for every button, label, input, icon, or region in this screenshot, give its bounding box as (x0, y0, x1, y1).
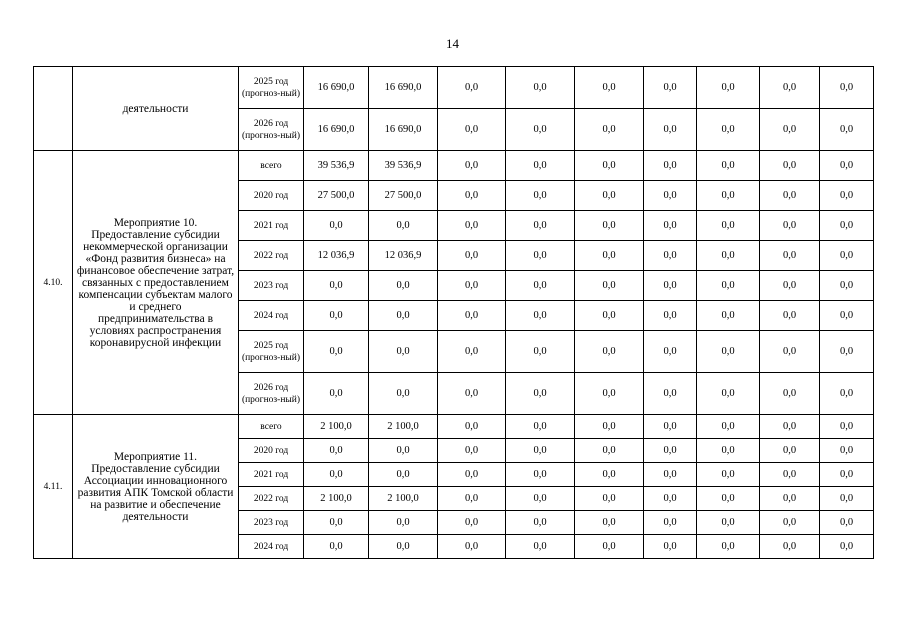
table-body (34, 67, 874, 559)
value-cell: 0,0 (575, 181, 644, 211)
value-cell: 16 690,0 (304, 67, 369, 109)
value-cell: 0,0 (697, 511, 760, 535)
value-cell: 0,0 (644, 535, 697, 559)
value-cell: 0,0 (438, 535, 506, 559)
value-cell: 0,0 (575, 373, 644, 415)
value-cell: 12 036,9 (369, 241, 438, 271)
value-cell: 0,0 (644, 373, 697, 415)
page-number: 14 (446, 36, 459, 51)
value-cell: 0,0 (506, 301, 575, 331)
value-cell: 0,0 (304, 301, 369, 331)
value-cell: 12 036,9 (304, 241, 369, 271)
value-cell: 0,0 (820, 535, 874, 559)
value-cell: 0,0 (760, 373, 820, 415)
value-cell: 0,0 (644, 181, 697, 211)
value-cell: 0,0 (575, 487, 644, 511)
value-cell: 0,0 (820, 301, 874, 331)
value-cell: 0,0 (506, 535, 575, 559)
value-cell: 0,0 (760, 487, 820, 511)
value-cell: 0,0 (438, 271, 506, 301)
value-cell: 0,0 (369, 301, 438, 331)
value-cell: 0,0 (438, 109, 506, 151)
value-cell: 0,0 (644, 439, 697, 463)
value-cell: 0,0 (304, 439, 369, 463)
value-cell: 0,0 (438, 181, 506, 211)
value-cell: 0,0 (697, 535, 760, 559)
value-cell: 0,0 (369, 439, 438, 463)
value-cell: 0,0 (506, 439, 575, 463)
value-cell: 0,0 (304, 463, 369, 487)
value-cell: 0,0 (644, 511, 697, 535)
value-cell: 39 536,9 (369, 151, 438, 181)
year-cell: 2022 год (239, 487, 304, 511)
value-cell: 0,0 (575, 109, 644, 151)
value-cell: 0,0 (575, 331, 644, 373)
item-number: 4.10. (34, 151, 73, 415)
value-cell: 0,0 (575, 535, 644, 559)
value-cell: 0,0 (697, 373, 760, 415)
value-cell: 0,0 (760, 271, 820, 301)
value-cell: 0,0 (697, 301, 760, 331)
value-cell: 0,0 (697, 487, 760, 511)
value-cell: 0,0 (506, 463, 575, 487)
value-cell: 0,0 (506, 511, 575, 535)
year-cell: 2021 год (239, 463, 304, 487)
value-cell: 0,0 (575, 415, 644, 439)
value-cell: 0,0 (438, 511, 506, 535)
item-number: 4.11. (34, 415, 73, 559)
item-name: Мероприятие 10. Предоставление субсидии некоммерческой организации «Фонд развития бизнеса» на финансовое обеспечение затрат, связанных с предоставлением компенсации субъектам малого и среднего предпринимательства в условиях распространения коронавирусной инфекции (73, 151, 239, 415)
value-cell: 16 690,0 (304, 109, 369, 151)
value-cell: 0,0 (438, 415, 506, 439)
value-cell: 0,0 (760, 211, 820, 241)
value-cell: 0,0 (820, 487, 874, 511)
value-cell: 0,0 (369, 271, 438, 301)
value-cell: 2 100,0 (304, 487, 369, 511)
value-cell: 0,0 (575, 241, 644, 271)
value-cell: 0,0 (575, 211, 644, 241)
value-cell: 0,0 (697, 241, 760, 271)
value-cell: 2 100,0 (369, 487, 438, 511)
value-cell: 0,0 (644, 151, 697, 181)
value-cell: 0,0 (697, 463, 760, 487)
value-cell: 0,0 (760, 109, 820, 151)
value-cell: 0,0 (820, 415, 874, 439)
value-cell: 0,0 (369, 331, 438, 373)
value-cell: 0,0 (820, 463, 874, 487)
value-cell: 0,0 (644, 415, 697, 439)
value-cell: 0,0 (438, 439, 506, 463)
item-name: Мероприятие 11. Предоставление субсидии Ассоциации инновационного развития АПК Томской области на развитие и обеспечение деятельности (73, 415, 239, 559)
value-cell: 0,0 (644, 487, 697, 511)
value-cell: 0,0 (438, 151, 506, 181)
year-cell: всего (239, 151, 304, 181)
value-cell: 0,0 (506, 241, 575, 271)
value-cell: 0,0 (820, 181, 874, 211)
value-cell: 0,0 (304, 511, 369, 535)
value-cell: 0,0 (438, 241, 506, 271)
value-cell: 0,0 (304, 271, 369, 301)
value-cell: 0,0 (644, 301, 697, 331)
value-cell: 0,0 (760, 463, 820, 487)
value-cell: 0,0 (438, 301, 506, 331)
value-cell: 0,0 (506, 415, 575, 439)
year-cell: 2023 год (239, 511, 304, 535)
value-cell: 0,0 (506, 271, 575, 301)
value-cell: 0,0 (506, 181, 575, 211)
value-cell: 0,0 (369, 535, 438, 559)
year-cell: 2022 год (239, 241, 304, 271)
value-cell: 0,0 (369, 211, 438, 241)
value-cell: 0,0 (644, 211, 697, 241)
value-cell: 0,0 (820, 271, 874, 301)
value-cell: 0,0 (697, 331, 760, 373)
value-cell: 0,0 (644, 241, 697, 271)
year-cell: 2023 год (239, 271, 304, 301)
year-cell: 2025 год (прогноз-ный) (239, 67, 304, 109)
year-cell: 2020 год (239, 439, 304, 463)
value-cell: 0,0 (820, 331, 874, 373)
value-cell: 0,0 (760, 181, 820, 211)
value-cell: 0,0 (438, 373, 506, 415)
item-number (34, 67, 73, 151)
year-cell: 2025 год (прогноз-ный) (239, 331, 304, 373)
value-cell: 0,0 (697, 271, 760, 301)
value-cell: 27 500,0 (304, 181, 369, 211)
value-cell: 0,0 (820, 439, 874, 463)
value-cell: 0,0 (644, 331, 697, 373)
value-cell: 0,0 (760, 439, 820, 463)
value-cell: 0,0 (438, 463, 506, 487)
value-cell: 0,0 (575, 439, 644, 463)
value-cell: 0,0 (760, 535, 820, 559)
value-cell: 0,0 (506, 373, 575, 415)
value-cell: 0,0 (820, 67, 874, 109)
value-cell: 0,0 (644, 463, 697, 487)
value-cell: 0,0 (575, 511, 644, 535)
year-cell: всего (239, 415, 304, 439)
value-cell: 0,0 (820, 241, 874, 271)
value-cell: 0,0 (697, 151, 760, 181)
year-cell: 2021 год (239, 211, 304, 241)
value-cell: 0,0 (506, 67, 575, 109)
value-cell: 0,0 (644, 271, 697, 301)
value-cell: 0,0 (697, 415, 760, 439)
item-name: деятельности (73, 67, 239, 151)
table-row (34, 415, 874, 439)
value-cell: 0,0 (760, 301, 820, 331)
value-cell: 0,0 (575, 271, 644, 301)
value-cell: 0,0 (820, 211, 874, 241)
value-cell: 0,0 (820, 109, 874, 151)
value-cell: 0,0 (506, 487, 575, 511)
value-cell: 0,0 (304, 331, 369, 373)
year-cell: 2020 год (239, 181, 304, 211)
value-cell: 0,0 (304, 373, 369, 415)
value-cell: 0,0 (760, 241, 820, 271)
value-cell: 2 100,0 (369, 415, 438, 439)
value-cell: 0,0 (506, 331, 575, 373)
value-cell: 0,0 (760, 511, 820, 535)
year-cell: 2024 год (239, 535, 304, 559)
value-cell: 0,0 (438, 67, 506, 109)
year-cell: 2024 год (239, 301, 304, 331)
year-cell: 2026 год (прогноз-ный) (239, 373, 304, 415)
value-cell: 0,0 (369, 463, 438, 487)
value-cell: 0,0 (697, 181, 760, 211)
value-cell: 0,0 (697, 67, 760, 109)
value-cell: 0,0 (575, 151, 644, 181)
value-cell: 0,0 (697, 211, 760, 241)
table-row (34, 151, 874, 181)
value-cell: 0,0 (506, 109, 575, 151)
value-cell: 0,0 (760, 331, 820, 373)
value-cell: 0,0 (369, 373, 438, 415)
value-cell: 0,0 (369, 511, 438, 535)
value-cell: 39 536,9 (304, 151, 369, 181)
value-cell: 0,0 (644, 67, 697, 109)
value-cell: 0,0 (304, 211, 369, 241)
value-cell: 0,0 (760, 415, 820, 439)
value-cell: 16 690,0 (369, 67, 438, 109)
value-cell: 0,0 (438, 331, 506, 373)
value-cell: 27 500,0 (369, 181, 438, 211)
value-cell: 0,0 (575, 463, 644, 487)
year-cell: 2026 год (прогноз-ный) (239, 109, 304, 151)
value-cell: 0,0 (697, 439, 760, 463)
value-cell: 0,0 (575, 301, 644, 331)
value-cell: 0,0 (575, 67, 644, 109)
value-cell: 16 690,0 (369, 109, 438, 151)
value-cell: 0,0 (644, 109, 697, 151)
budget-table (33, 66, 874, 559)
value-cell: 0,0 (697, 109, 760, 151)
value-cell: 0,0 (506, 151, 575, 181)
value-cell: 0,0 (760, 151, 820, 181)
value-cell: 0,0 (506, 211, 575, 241)
value-cell: 0,0 (820, 151, 874, 181)
table-row (34, 67, 874, 109)
value-cell: 0,0 (438, 211, 506, 241)
value-cell: 2 100,0 (304, 415, 369, 439)
value-cell: 0,0 (438, 487, 506, 511)
value-cell: 0,0 (820, 511, 874, 535)
value-cell: 0,0 (820, 373, 874, 415)
value-cell: 0,0 (304, 535, 369, 559)
value-cell: 0,0 (760, 67, 820, 109)
